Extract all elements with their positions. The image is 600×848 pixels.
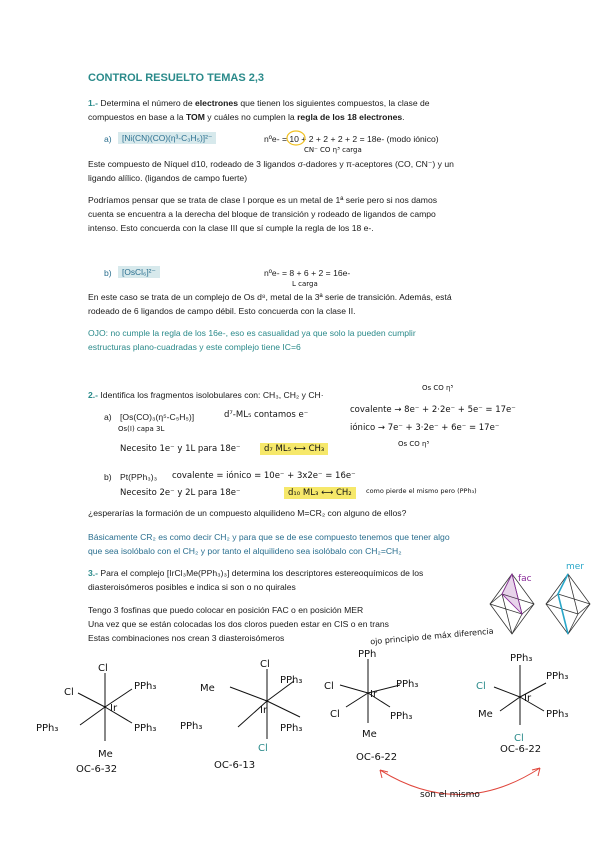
svg-text:PPh₃: PPh₃: [510, 653, 533, 664]
svg-text:PPh₃: PPh₃: [390, 711, 413, 722]
structure-1: [36, 663, 156, 760]
fac-octahedron: [490, 574, 534, 634]
q1a-expl-5: intenso. Esto concuerda con la clase III que sí cumple la regla de los 18 e-.: [88, 223, 374, 233]
q1a-expl-3: Podríamos pensar que se trata de clase I porque es un metal de 1ª serie pero si nos damos: [88, 195, 438, 205]
q2a-top-labels: Os CO η⁵: [422, 384, 454, 392]
svg-text:Cl: Cl: [260, 659, 270, 670]
svg-text:Me: Me: [200, 683, 215, 694]
q1b-expl-2: rodeado de 6 ligandos de campo débil. Esto concuerda con la clase II.: [88, 306, 356, 316]
q2b-hand-2: Necesito 2e⁻ y 2L para 18e⁻: [120, 488, 241, 498]
svg-text:Ir: Ir: [370, 689, 378, 700]
q3-line-2: Una vez que se están colocadas los dos cloros pueden estar en CIS o en trans: [88, 619, 389, 629]
svg-text:Ir: Ir: [110, 703, 118, 714]
svg-text:Cl: Cl: [64, 687, 74, 698]
question-3: [88, 566, 488, 594]
svg-text:PPh₃: PPh₃: [180, 721, 203, 732]
svg-text:PPh₃: PPh₃: [36, 723, 59, 734]
question-2: [88, 388, 324, 402]
q3-line-3: Estas combinaciones nos crean 3 diasteroisómeros: [88, 633, 285, 643]
q2-number: 2.-: [88, 390, 99, 400]
q2a-label: a): [104, 412, 112, 422]
same-label: son el mismo: [420, 790, 480, 800]
svg-text:PPh₃: PPh₃: [134, 723, 157, 734]
q1b-label: b): [104, 268, 112, 278]
q2b-box: d₁₀ ML₃ ⟷ CH₂: [284, 487, 356, 499]
q3-text-1: Para el complejo [IrCl₃Me(PPh₃)₃] determina los descriptores estereoquímicos de los: [98, 568, 424, 578]
structure-2: [180, 659, 302, 754]
svg-text:Me: Me: [362, 729, 377, 740]
q3-number: 3.-: [88, 568, 99, 578]
svg-text:PPh₃: PPh₃: [396, 679, 419, 690]
fac-label: fac: [518, 574, 532, 584]
q1-line2c: .: [402, 112, 405, 122]
q2-answer-1: Básicamente CR₂ es como decir CH₂ y para que se de ese compuesto tenemos que tener algo: [88, 532, 450, 542]
svg-text:Me: Me: [478, 709, 493, 720]
svg-text:Cl: Cl: [514, 733, 524, 744]
q1a-hand-labels: CN⁻ CO η³ carga: [304, 146, 362, 154]
mer-octahedron: [546, 574, 590, 634]
svg-text:Me: Me: [98, 749, 113, 760]
q1b-expl-1: En este caso se trata de un complejo de Os d⁸, metal de la 3ª serie de transición. Además, está: [88, 292, 452, 302]
q1a-formula: [Ni(CN)(CO)(η³-C₃H₅)]²⁻: [118, 132, 216, 144]
svg-text:PPh₃: PPh₃: [134, 681, 157, 692]
q1b-formula: [OsCl₆]²⁻: [118, 266, 160, 278]
page-title: CONTROL RESUELTO TEMAS 2,3: [88, 72, 265, 84]
label-oc-6-13: OC-6-13: [214, 760, 256, 771]
q2a-bottom-labels: Os CO η⁵: [398, 440, 430, 448]
svg-text:PPh₃: PPh₃: [546, 709, 569, 720]
q2-extra-question: ¿esperarías la formación de un compuesto alquilideno M=CR₂ con alguno de ellos?: [88, 508, 407, 518]
q1b-hand-labels: L carga: [292, 280, 318, 288]
svg-text:Ir: Ir: [260, 705, 268, 716]
svg-text:PPh₃: PPh₃: [280, 675, 303, 686]
q1-text-b: que tienen los siguientes compuestos, la clase de: [238, 98, 430, 108]
svg-text:Cl: Cl: [98, 663, 108, 674]
svg-text:Cl: Cl: [324, 681, 334, 692]
svg-text:Cl: Cl: [330, 709, 340, 720]
ojo-maxima-diferencia: ojo principio de máx diferencia: [369, 626, 494, 647]
q2a-formula: [Os(CO)₃(η⁵-C₅H₅)]: [120, 412, 195, 422]
mer-label: mer: [566, 562, 585, 572]
q2a-hand-2: Os(I) capa 3L: [118, 425, 165, 433]
q2b-formula: Pt(PPh₃)₃: [120, 472, 158, 482]
label-oc-6-32: OC-6-32: [76, 764, 118, 775]
question-1: [88, 96, 528, 124]
q1-bold-b: TOM: [185, 112, 205, 122]
structure-3: [324, 649, 418, 740]
q1a-expl-1: Este compuesto de Níquel d10, rodeado de 3 ligandos σ-dadores y π-aceptores (CO, CN⁻) y un: [88, 159, 454, 169]
svg-text:Cl: Cl: [476, 681, 486, 692]
q1-line2b: y cuáles no cumplen la: [204, 112, 298, 122]
svg-text:PPh₃: PPh₃: [280, 723, 303, 734]
svg-text:PPh: PPh: [358, 649, 377, 660]
q2b-red-note: como pierde el mismo pero (PPh₃): [366, 487, 477, 495]
q2b-label: b): [104, 472, 112, 482]
octahedra-diagram: [484, 572, 596, 636]
svg-text:PPh₃: PPh₃: [546, 671, 569, 682]
q3-line-1: Tengo 3 fosfinas que puedo colocar en posición FAC o en posición MER: [88, 605, 364, 615]
q1-bold-a: electrones: [195, 98, 238, 108]
q2a-ionico: iónico → 7e⁻ + 3·2e⁻ + 6e⁻ = 17e⁻: [350, 423, 500, 433]
q2a-hand-1: d⁷-ML₅ contamos e⁻: [224, 410, 309, 420]
same-arrow-icon: [370, 760, 550, 810]
ojo-note-1: OJO: no cumple la regla de los 16e-, eso es casualidad ya que solo la pueden cumplir: [88, 328, 416, 338]
q1a-count: nºe- = 10 + 2 + 2 + 2 + 2 = 18e- (modo iónico): [264, 134, 439, 144]
ojo-note-2: estructuras plano-cuadradas y este complejo tiene IC=6: [88, 342, 301, 352]
svg-text:Ir: Ir: [524, 693, 532, 704]
label-oc-6-22-a: OC-6-22: [356, 752, 398, 763]
q1-text-a: Determina el número de: [98, 98, 195, 108]
q2-answer-2: que sea isolóbalo con el CH₂ y por tanto el alquilideno sea isolóbalo con CH₂=CH₂: [88, 546, 402, 556]
q2a-box: d₇ ML₅ ⟷ CH₃: [260, 443, 328, 455]
svg-text:Cl: Cl: [258, 743, 268, 754]
q3-text-2: diasteroisómeros posibles e indica si son o no quirales: [88, 582, 296, 592]
q1-line2a: compuestos en base a la: [88, 112, 186, 122]
q2a-covalente: covalente → 8e⁻ + 2·2e⁻ + 5e⁻ = 17e⁻: [350, 405, 516, 415]
q2a-hand-3: Necesito 1e⁻ y 1L para 18e⁻: [120, 444, 241, 454]
q1a-label: a): [104, 134, 112, 144]
q2b-hand-1: covalente = iónico = 10e⁻ + 3x2e⁻ = 16e⁻: [172, 471, 356, 481]
circle-mark-icon: [286, 130, 306, 146]
q2-text: Identifica los fragmentos isolobulares con: CH₃, CH₂ y CH·: [98, 390, 324, 400]
q1a-expl-2: ligando alílico. (ligandos de campo fuerte): [88, 173, 248, 183]
q1-number: 1.-: [88, 98, 99, 108]
label-oc-6-22-b: OC-6-22: [500, 744, 542, 755]
structure-4: [476, 653, 568, 744]
q1b-count: nºe- = 8 + 6 + 2 = 16e-: [264, 268, 351, 278]
q1-bold-c: regla de los 18 electrones: [297, 112, 403, 122]
q1a-expl-4: cuenta se encuentra a la derecha del bloque de transición y rodeado de ligandos de campo: [88, 209, 436, 219]
